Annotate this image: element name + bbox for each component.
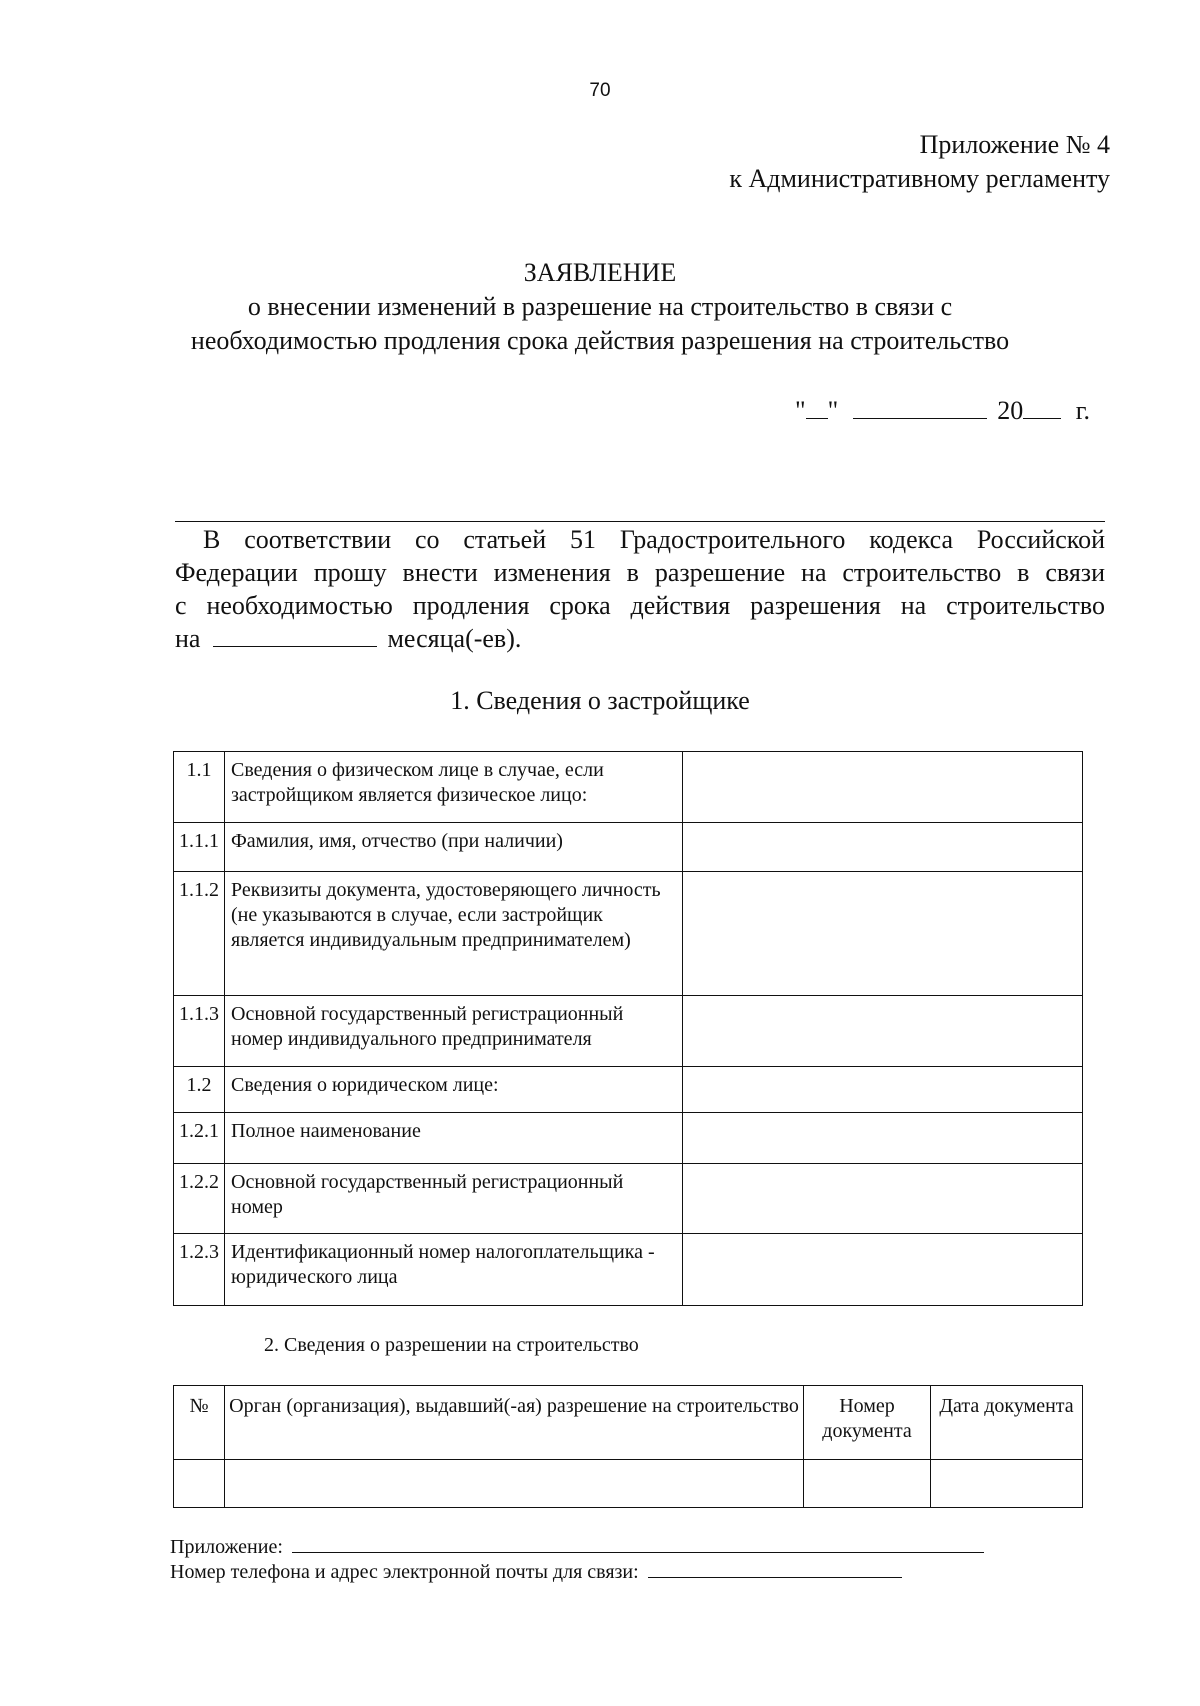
cell-doc-number-field[interactable] (804, 1460, 931, 1508)
month-blank[interactable] (853, 396, 987, 419)
row-value-field[interactable] (683, 1164, 1083, 1234)
day-blank[interactable] (806, 396, 828, 419)
paragraph-line-1: В соответствии со статьей 51 Градостроительного кодекса Российской (203, 525, 1105, 554)
attachment-blank[interactable] (292, 1536, 984, 1553)
row-description: Фамилия, имя, отчество (при наличии) (225, 823, 683, 872)
row-number: 1.1.2 (174, 872, 225, 996)
paragraph-line-2: Федерации прошу внести изменения в разрешение на строительство в связи (175, 558, 1105, 587)
table-row (174, 823, 1083, 872)
table-row (174, 1113, 1083, 1164)
row-number: 1.1 (174, 752, 225, 823)
paragraph-na: на (175, 624, 201, 653)
appendix-number: Приложение № 4 (919, 130, 1110, 159)
header-organ: Орган (организация), выдавший(-ая) разрешение на строительство (225, 1386, 804, 1460)
row-value-field[interactable] (683, 996, 1083, 1067)
row-value-field[interactable] (683, 823, 1083, 872)
row-description: Основной государственный регистрационный номер индивидуального предпринимателя (225, 996, 683, 1067)
attachment-line (170, 1536, 984, 1559)
row-number: 1.2.2 (174, 1164, 225, 1234)
year-suffix: г. (1075, 396, 1090, 425)
row-description: Полное наименование (225, 1113, 683, 1164)
paragraph-line-3: с необходимостью продления срока действия разрешения на строительство (175, 591, 1105, 620)
table-row (174, 1164, 1083, 1234)
table-row (174, 1234, 1083, 1306)
header-doc-number: Номер документа (804, 1386, 931, 1460)
months-blank[interactable] (213, 624, 377, 647)
contact-label: Номер телефона и адрес электронной почты для связи: (170, 1561, 639, 1583)
appendix-reference: к Административному регламенту (729, 164, 1110, 193)
cell-num-field[interactable] (174, 1460, 225, 1508)
row-description: Сведения о юридическом лице: (225, 1067, 683, 1113)
year-prefix: 20 (997, 396, 1024, 425)
page-number: 70 (589, 80, 611, 101)
row-value-field[interactable] (683, 1234, 1083, 1306)
contact-line (170, 1561, 902, 1584)
row-number: 1.1.3 (174, 996, 225, 1067)
row-number: 1.2 (174, 1067, 225, 1113)
row-description: Идентификационный номер налогоплательщика - юридического лица (225, 1234, 683, 1306)
row-description: Сведения о физическом лице в случае, если застройщиком является физическое лицо: (225, 752, 683, 823)
row-number: 1.2.3 (174, 1234, 225, 1306)
table-row (174, 872, 1083, 996)
paragraph-months: месяца(-ев). (387, 624, 522, 653)
section1-title: 1. Сведения о застройщике (450, 686, 750, 715)
header-doc-date: Дата документа (931, 1386, 1083, 1460)
row-value-field[interactable] (683, 1067, 1083, 1113)
paragraph-line-4 (175, 622, 1105, 655)
title-heading: ЗАЯВЛЕНИЕ (523, 258, 677, 287)
year-blank[interactable] (1023, 396, 1061, 419)
separator-rule (175, 521, 1105, 522)
section2-title: 2. Сведения о разрешении на строительство (264, 1334, 639, 1356)
row-number: 1.1.1 (174, 823, 225, 872)
table-header-row (174, 1386, 1083, 1460)
attachment-label: Приложение: (170, 1536, 283, 1558)
row-value-field[interactable] (683, 1113, 1083, 1164)
title-subtitle-line1: о внесении изменений в разрешение на строительство в связи с (247, 292, 953, 321)
date-line (795, 396, 1090, 426)
permit-info-table (173, 1385, 1083, 1508)
row-description: Основной государственный регистрационный номер (225, 1164, 683, 1234)
cell-organ-field[interactable] (225, 1460, 804, 1508)
header-num: № (174, 1386, 225, 1460)
cell-doc-date-field[interactable] (931, 1460, 1083, 1508)
table-row (174, 1067, 1083, 1113)
table-row (174, 1460, 1083, 1508)
contact-blank[interactable] (648, 1561, 902, 1578)
request-paragraph (175, 523, 1105, 655)
row-description: Реквизиты документа, удостоверяющего личность (не указываются в случае, если застройщик является индивидуальным предпринимателем) (225, 872, 683, 996)
date-open-quote: " (795, 396, 806, 425)
document-title (0, 256, 1200, 358)
developer-info-table (173, 751, 1083, 1306)
row-number: 1.2.1 (174, 1113, 225, 1164)
title-subtitle-line2: необходимостью продления срока действия разрешения на строительство (190, 326, 1010, 355)
row-value-field[interactable] (683, 872, 1083, 996)
row-value-field[interactable] (683, 752, 1083, 823)
table-row (174, 752, 1083, 823)
table-row (174, 996, 1083, 1067)
date-close-quote: " (827, 396, 839, 425)
